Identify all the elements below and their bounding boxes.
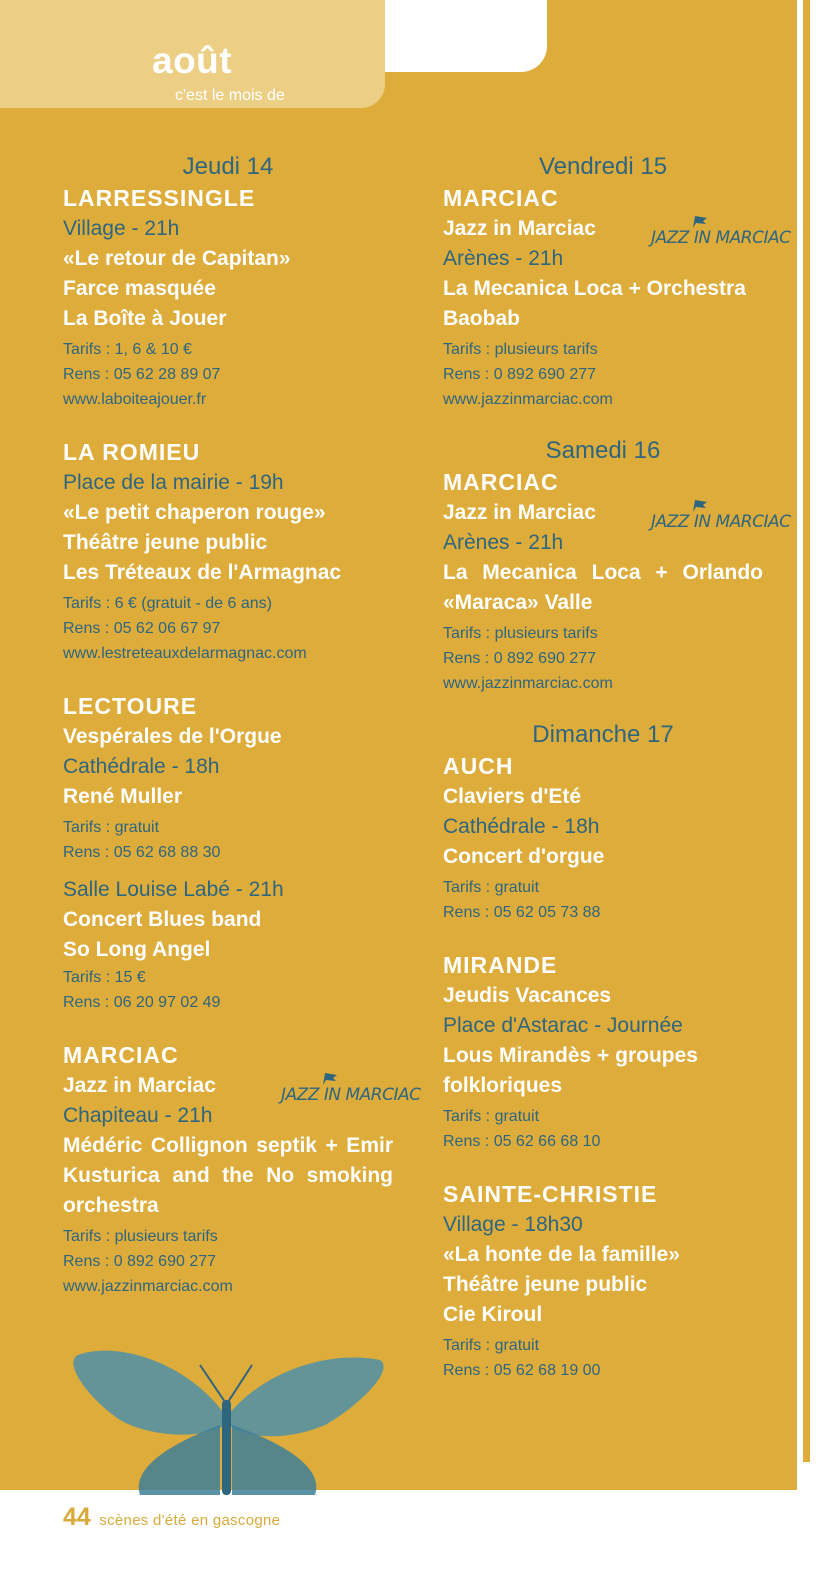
event-rens: Rens : 05 62 66 68 10 [443,1133,601,1150]
event-performer: So Long Angel [63,938,211,961]
event-venue: Arènes - 21h [443,247,564,270]
event-venue: Village - 21h [63,217,180,240]
event-venue: Cathédrale - 18h [63,755,220,778]
event-title: Concert Blues band [63,908,262,931]
page-footer [63,1503,280,1532]
right-edge-bar [803,0,810,1462]
month-subtitle: c'est le mois de [175,87,285,104]
event-place: MIRANDE [443,952,558,978]
event-festival: Jazz in Marciac [443,501,596,524]
event-place: MARCIAC [443,185,559,211]
event-venue: Place de la mairie - 19h [63,471,284,494]
event-tarifs: Tarifs : plusieurs tarifs [443,625,598,642]
day-heading: Vendredi 15 [538,153,668,180]
event-place: LECTOURE [63,693,198,719]
right-margin [797,0,827,1490]
butterfly-right-wing [228,1357,384,1436]
flag-icon [321,1071,339,1085]
event-venue: Cathédrale - 18h [443,815,600,838]
event-sainte-christie [443,1178,763,1383]
event-tarifs: Tarifs : gratuit [63,819,160,836]
event-rens: Rens : 06 20 97 02 49 [63,994,221,1011]
event-title: «Le petit chaperon rouge» [63,501,326,524]
event-performer: Lous Mirandès + groupes folkloriques [443,1044,698,1097]
jazz-in-marciac-logo: JAZZ IN MARCIAC [651,214,763,252]
event-venue: Arènes - 21h [443,531,564,554]
event-rens: Rens : 05 62 06 67 97 [63,620,221,637]
event-venue: Chapiteau - 21h [63,1104,213,1127]
jazz-in-marciac-logo: JAZZ IN MARCIAC [281,1071,393,1109]
event-rens: Rens : 0 892 690 277 [63,1253,217,1270]
event-title: Claviers d'Eté [443,785,582,808]
event-performer: La Mecanica Loca + Orchestra Baobab [443,277,746,330]
event-place: AUCH [443,753,514,779]
event-tarifs: Tarifs : 15 € [63,969,146,986]
event-rens: Rens : 05 62 28 89 07 [63,366,221,383]
event-place: SAINTE-CHRISTIE [443,1181,658,1207]
month-title: août [152,40,233,81]
event-festival: Jazz in Marciac [443,217,596,240]
event-title: Jeudis Vacances [443,984,612,1007]
jazz-in-marciac-logo: JAZZ IN MARCIAC [651,498,763,536]
flag-icon [691,214,709,228]
event-festival: Jazz in Marciac [63,1074,216,1097]
event-tarifs: Tarifs : gratuit [443,879,540,896]
event-website: www.jazzinmarciac.com [443,391,613,408]
event-larressingle [63,182,393,412]
event-marciac-16 [443,466,791,696]
event-company: Cie Kiroul [443,1303,543,1326]
event-website: www.laboiteajouer.fr [63,391,207,408]
event-genre: Théâtre jeune public [63,531,268,554]
event-marciac [63,1039,421,1299]
event-rens: Rens : 05 62 68 88 30 [63,844,221,861]
event-performer: La Mecanica Loca + Orlando «Maraca» Valle [443,561,763,614]
event-place: LARRESSINGLE [63,185,256,211]
event-genre: Concert d'orgue [443,845,605,868]
butterfly-body [222,1400,231,1495]
event-marciac-15 [443,182,791,412]
event-lectoure [63,690,393,1015]
event-auch [443,750,763,925]
event-website: www.jazzinmarciac.com [443,675,613,692]
event-tarifs: Tarifs : 6 € (gratuit - de 6 ans) [63,595,272,612]
butterfly-left-hindwing [139,1425,220,1495]
event-place: MARCIAC [63,1042,179,1068]
event-place: MARCIAC [443,469,559,495]
event-title: «Le retour de Capitan» [63,247,291,270]
event-rens: Rens : 05 62 05 73 88 [443,904,601,921]
event-performer: René Muller [63,785,183,808]
event-company: La Boîte à Jouer [63,307,227,330]
flag-icon [691,498,709,512]
event-website: www.lestreteauxdelarmagnac.com [63,645,307,662]
event-place: LA ROMIEU [63,439,201,465]
event-la-romieu [63,436,393,666]
event-mirande [443,949,763,1154]
event-tarifs: Tarifs : gratuit [443,1108,540,1125]
event-tarifs: Tarifs : gratuit [443,1337,540,1354]
event-venue: Place d'Astarac - Journée [443,1014,683,1037]
event-venue: Village - 18h30 [443,1213,583,1236]
day-heading: Jeudi 14 [182,153,274,180]
page-number: 44 [63,1503,91,1531]
event-genre: Farce masquée [63,277,216,300]
event-venue: Salle Louise Labé - 21h [63,878,284,901]
event-performer: Médéric Collignon septik + Emir Kusturica and the No smoking orchestra [63,1134,393,1217]
day-heading: Samedi 16 [545,437,661,464]
event-rens: Rens : 05 62 68 19 00 [443,1362,601,1379]
event-tarifs: Tarifs : plusieurs tarifs [63,1228,218,1245]
event-rens: Rens : 0 892 690 277 [443,650,597,667]
left-column [63,152,421,1323]
publication-title: scènes d'été en gascogne [99,1512,281,1529]
event-genre: Théâtre jeune public [443,1273,648,1296]
right-column [443,152,791,1407]
event-tarifs: Tarifs : 1, 6 & 10 € [63,341,192,358]
day-heading: Dimanche 17 [532,721,674,748]
butterfly-left-wing [73,1351,225,1435]
header-notch [385,0,547,72]
event-tarifs: Tarifs : plusieurs tarifs [443,341,598,358]
event-company: Les Tréteaux de l'Armagnac [63,561,342,584]
event-rens: Rens : 0 892 690 277 [443,366,597,383]
event-title: Vespérales de l'Orgue [63,725,282,748]
event-website: www.jazzinmarciac.com [63,1278,233,1295]
event-title: «La honte de la famille» [443,1243,680,1266]
butterfly-illustration [60,1345,395,1495]
